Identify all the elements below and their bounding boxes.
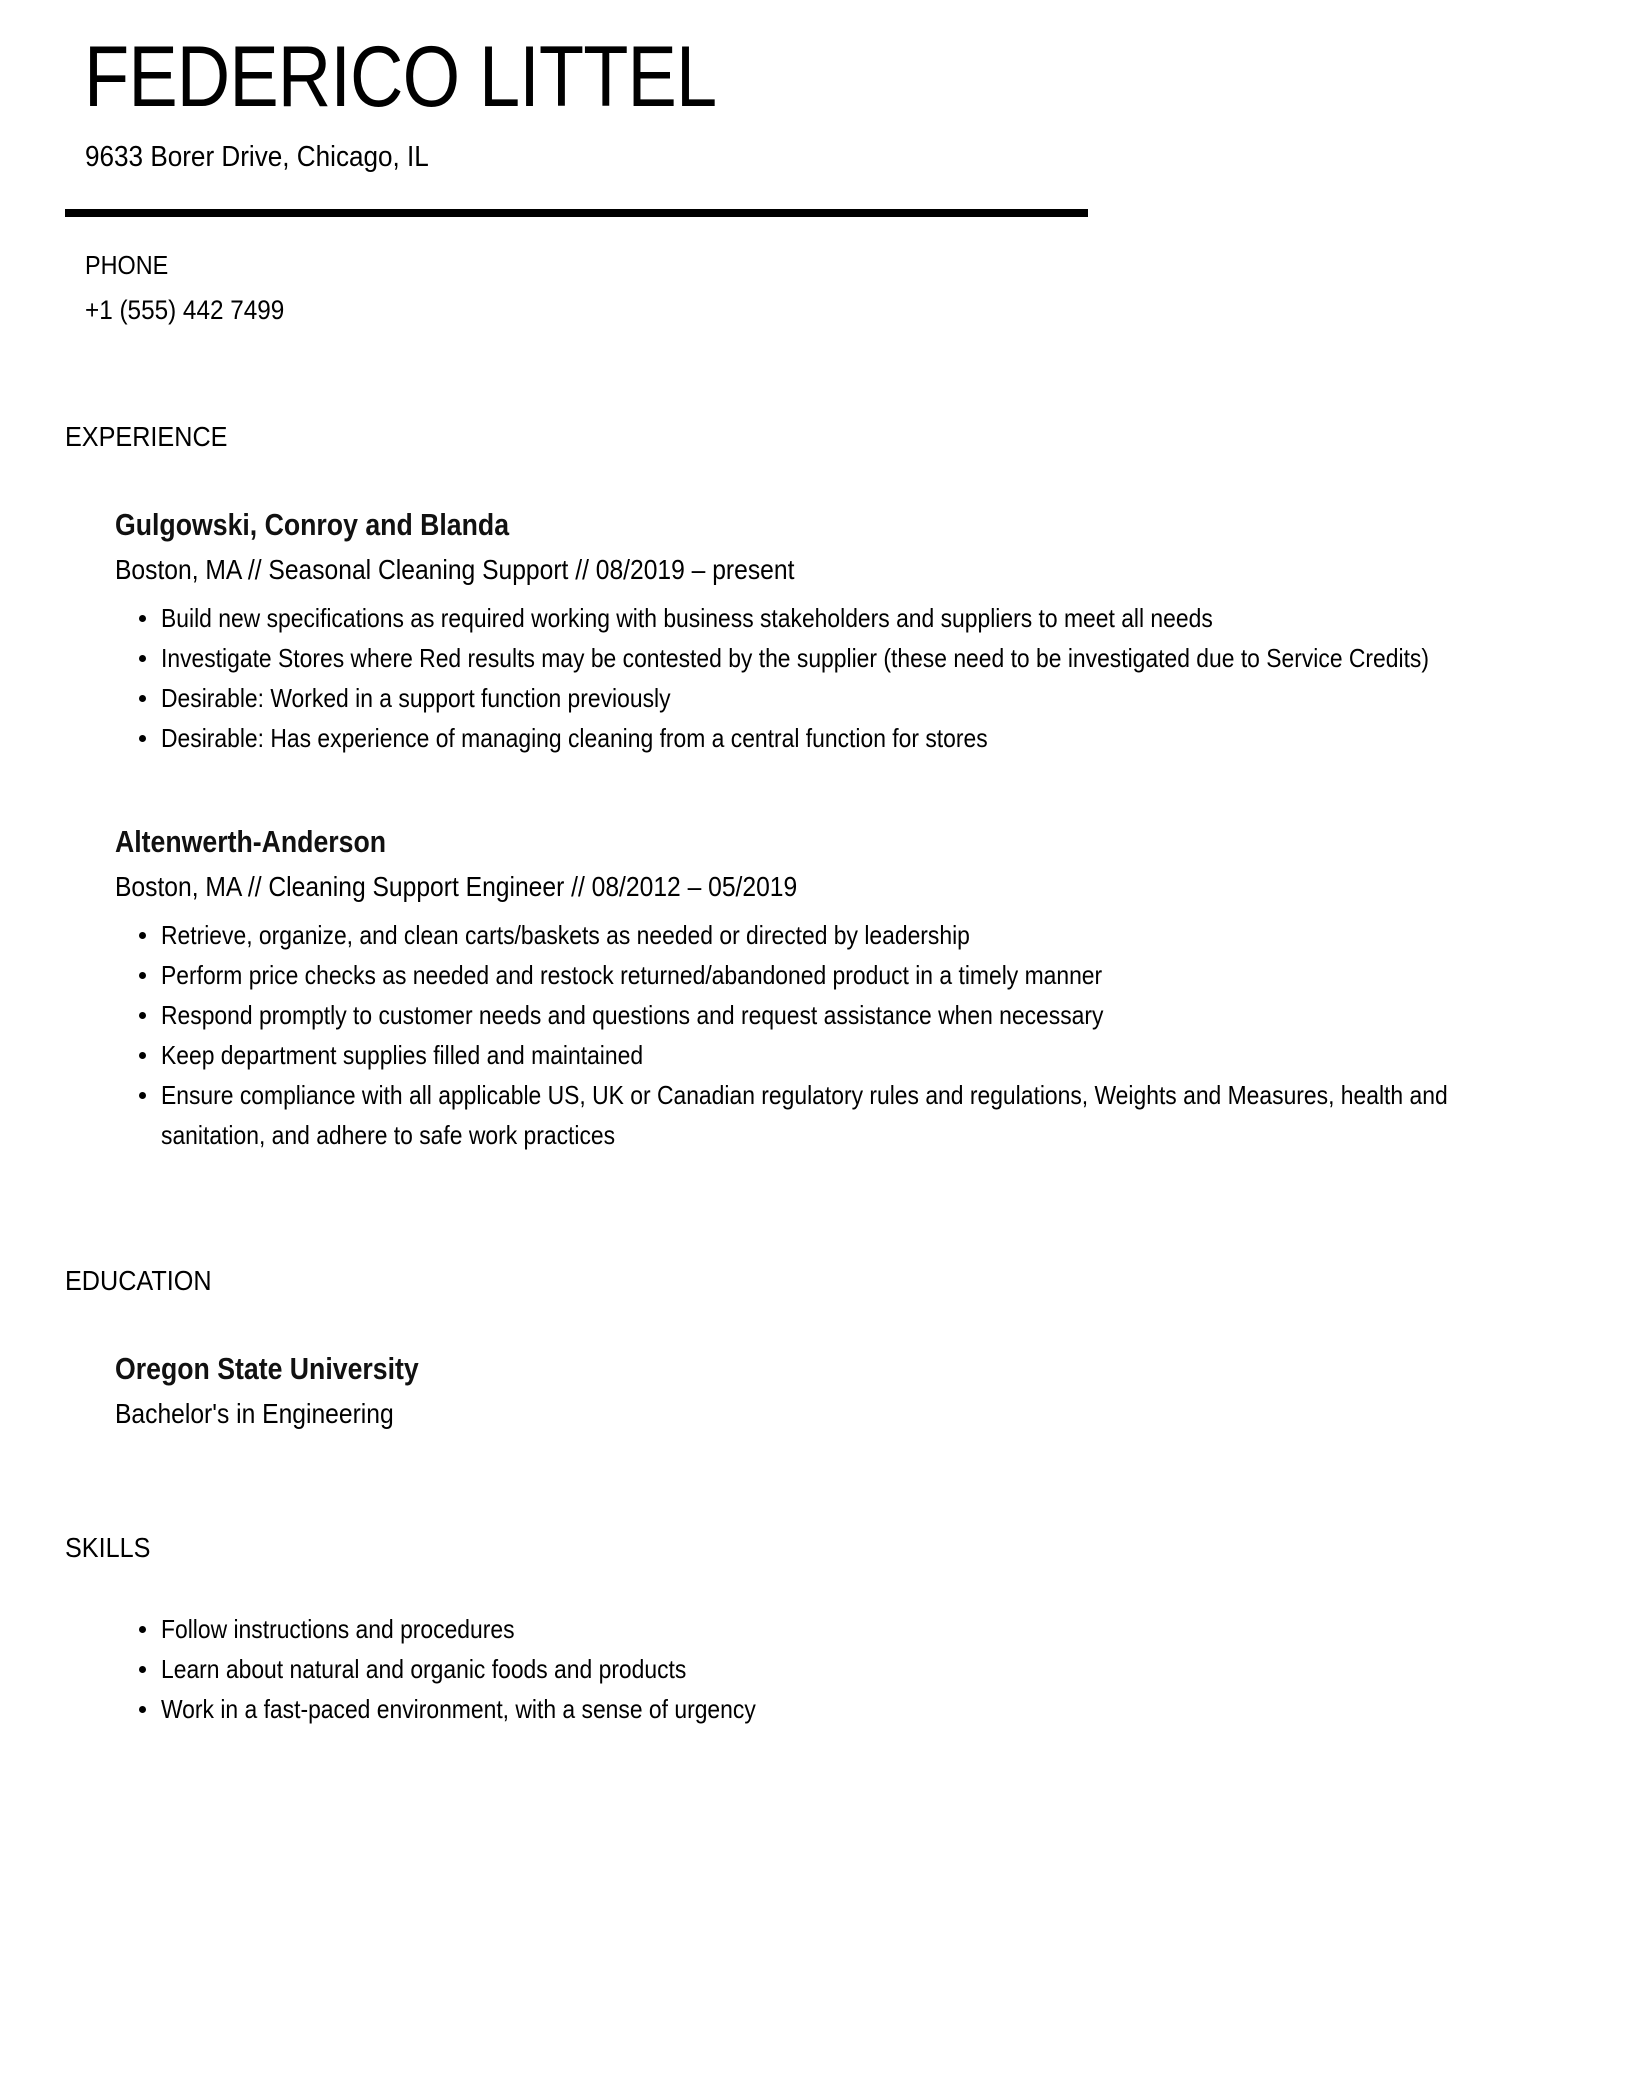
phone-value: +1 (555) 442 7499 — [85, 295, 285, 325]
education-entry — [115, 1353, 1615, 1428]
bullet-icon — [139, 735, 146, 742]
skill-item — [115, 1609, 1615, 1649]
bullet-item — [115, 1075, 1615, 1155]
job-details: Boston, MA // Seasonal Cleaning Support // 08/2019 – present — [115, 554, 795, 585]
job-bullets — [115, 915, 1615, 1155]
skills-heading: SKILLS — [65, 1532, 151, 1563]
skill-text: Follow instructions and procedures — [161, 1614, 515, 1644]
bullet-text: Respond promptly to customer needs and questions and request assistance when necessary — [161, 1000, 1104, 1030]
job-bullets — [115, 598, 1615, 758]
bullet-icon — [139, 1052, 146, 1059]
bullet-item — [115, 1035, 1615, 1075]
job-company: Altenwerth-Anderson — [115, 824, 387, 859]
bullet-icon — [139, 1666, 146, 1673]
school-name: Oregon State University — [115, 1351, 419, 1386]
bullet-icon — [139, 1706, 146, 1713]
candidate-name: FEDERICO LITTEL — [84, 29, 717, 125]
header-divider — [65, 209, 1088, 217]
skill-item — [115, 1649, 1615, 1689]
bullet-item — [115, 638, 1615, 678]
bullet-text: Ensure compliance with all applicable US, UK or Canadian regulatory rules and regulations, Weights and Measures, health and sanitation, and adhere to safe work practices — [161, 1080, 1448, 1150]
bullet-item — [115, 598, 1615, 638]
bullet-text: Investigate Stores where Red results may be contested by the supplier (these need to be investigated due to Service Credits) — [161, 643, 1429, 673]
skill-text: Work in a fast-paced environment, with a sense of urgency — [161, 1694, 756, 1724]
candidate-address: 9633 Borer Drive, Chicago, IL — [85, 141, 429, 173]
bullet-text: Perform price checks as needed and restock returned/abandoned product in a timely manner — [161, 960, 1103, 990]
experience-heading: EXPERIENCE — [65, 421, 228, 452]
skill-item — [115, 1689, 1615, 1729]
job-company: Gulgowski, Conroy and Blanda — [115, 507, 510, 542]
bullet-text: Desirable: Has experience of managing cleaning from a central function for stores — [161, 723, 988, 753]
bullet-item — [115, 678, 1615, 718]
bullet-item — [115, 955, 1615, 995]
skill-text: Learn about natural and organic foods and products — [161, 1654, 687, 1684]
bullet-icon — [139, 972, 146, 979]
skill-bullets — [115, 1609, 1615, 1729]
bullet-item — [115, 718, 1615, 758]
bullet-icon — [139, 615, 146, 622]
bullet-text: Build new specifications as required working with business stakeholders and suppliers to meet all needs — [161, 603, 1213, 633]
bullet-item — [115, 915, 1615, 955]
bullet-text: Desirable: Worked in a support function previously — [161, 683, 671, 713]
bullet-text: Retrieve, organize, and clean carts/baskets as needed or directed by leadership — [161, 920, 970, 950]
bullet-icon — [139, 695, 146, 702]
job-entry — [115, 826, 1615, 1155]
phone-label: PHONE — [85, 250, 169, 280]
bullet-text: Keep department supplies filled and maintained — [161, 1040, 644, 1070]
education-heading: EDUCATION — [65, 1265, 212, 1296]
job-entry — [115, 509, 1615, 758]
skills-list — [115, 1609, 1615, 1729]
bullet-icon — [139, 1626, 146, 1633]
job-details: Boston, MA // Cleaning Support Engineer // 08/2012 – 05/2019 — [115, 871, 798, 902]
degree: Bachelor's in Engineering — [115, 1398, 394, 1429]
bullet-icon — [139, 1012, 146, 1019]
bullet-icon — [139, 932, 146, 939]
bullet-item — [115, 995, 1615, 1035]
bullet-icon — [139, 655, 146, 662]
bullet-icon — [139, 1092, 146, 1099]
